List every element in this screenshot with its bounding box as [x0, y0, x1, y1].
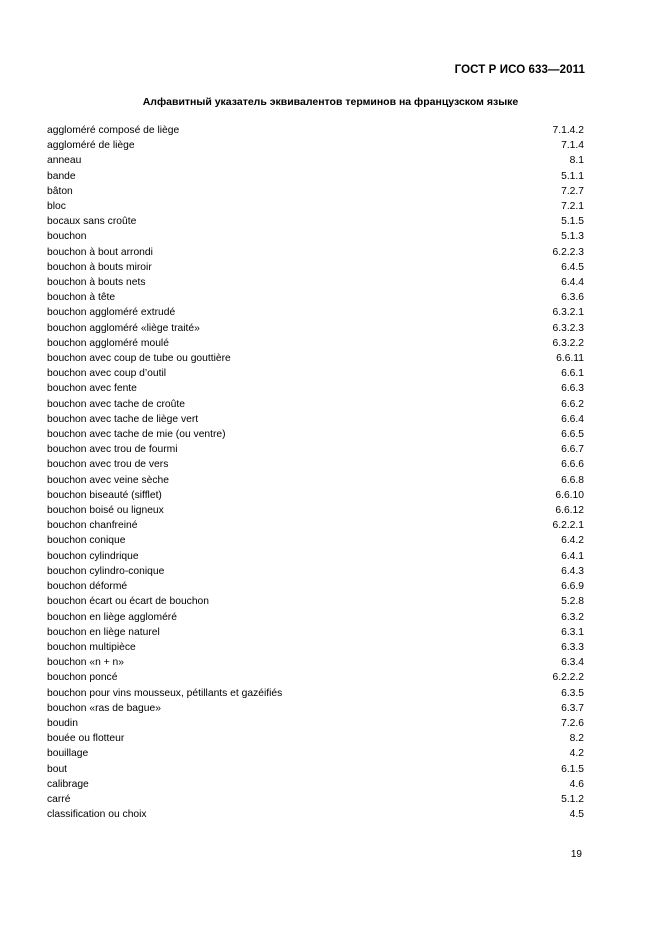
index-entry: [47, 655, 584, 670]
index-entry: [47, 305, 584, 320]
index-entry: [47, 762, 584, 777]
index-entry: [47, 366, 584, 381]
entry-term: bouchon écart ou écart de bouchon: [47, 596, 210, 608]
entry-ref: 6.3.7: [561, 702, 584, 714]
entry-ref: 6.4.1: [561, 550, 584, 562]
entry-ref: 5.1.3: [561, 231, 584, 243]
index-entry: [47, 610, 584, 625]
entry-ref: 6.3.1: [561, 626, 584, 638]
entry-term: bouchon aggloméré extrudé: [47, 307, 176, 319]
entry-term: bouchon avec tache de mie (ou ventre): [47, 429, 226, 441]
entry-term: bande: [47, 170, 76, 182]
entry-ref: 6.6.1: [561, 368, 584, 380]
entry-ref: 7.2.6: [561, 717, 584, 729]
entry-term: bloc: [47, 201, 66, 213]
entry-ref: 6.6.10: [555, 489, 584, 501]
index-entry: [47, 397, 584, 412]
entry-term: bouchon: [47, 231, 87, 243]
entry-term: bouchon déformé: [47, 581, 128, 593]
entry-term: bouchon avec fente: [47, 383, 137, 395]
index-entry: [47, 290, 584, 305]
index-entry: [47, 260, 584, 275]
index-entry: [47, 594, 584, 609]
entry-term: bouchon avec tache de liège vert: [47, 413, 199, 425]
entry-ref: 7.1.4.2: [552, 125, 584, 136]
index-entry: [47, 457, 584, 472]
index-entry: [47, 518, 584, 533]
entry-term: bouchon avec coup de tube ou gouttière: [47, 353, 231, 365]
entry-ref: 6.6.11: [556, 353, 584, 365]
index-title: Алфавитный указатель эквивалентов терминов на французском языке: [142, 96, 519, 108]
page-number: 19: [570, 849, 582, 860]
entry-ref: 7.2.1: [561, 201, 584, 213]
entry-ref: 4.2: [569, 748, 584, 760]
index-entry: [47, 579, 584, 594]
index-entry: [47, 123, 584, 138]
entry-term: carré: [47, 793, 71, 805]
index-entry: [47, 336, 584, 351]
index-entry: [47, 746, 584, 761]
entry-ref: 6.4.5: [561, 261, 584, 273]
entry-term: bouchon «ras de bague»: [47, 702, 161, 714]
entry-term: classification ou choix: [47, 809, 147, 821]
entry-term: bouchon aggloméré «liège traité»: [47, 322, 200, 334]
entry-term: bouée ou flotteur: [47, 733, 125, 745]
entry-ref: 6.4.2: [561, 535, 584, 547]
entry-term: bouchon en liège aggloméré: [47, 611, 177, 623]
entry-term: bâton: [47, 185, 73, 197]
index-entry: [47, 640, 584, 655]
index-entry: [47, 807, 584, 822]
entry-term: bouchon à tête: [47, 292, 116, 304]
entry-ref: 6.2.2.1: [552, 520, 584, 532]
entry-ref: 6.6.4: [561, 413, 584, 425]
entry-term: bouchon conique: [47, 535, 126, 547]
index-entry: [47, 442, 584, 457]
index-entry: [47, 686, 584, 701]
entry-ref: 6.3.3: [561, 641, 584, 653]
entry-ref: 6.3.5: [561, 687, 584, 699]
entry-ref: 6.3.2: [561, 611, 584, 623]
term-index: [47, 123, 584, 822]
entry-term: bouchon avec trou de fourmi: [47, 444, 178, 456]
entry-term: calibrage: [47, 778, 89, 790]
entry-term: bouchon boisé ou ligneux: [47, 505, 164, 517]
entry-term: bouchon multipièce: [47, 641, 136, 653]
index-entry: [47, 792, 584, 807]
entry-ref: 6.6.2: [561, 398, 584, 410]
index-entry: [47, 533, 584, 548]
entry-term: boudin: [47, 717, 78, 729]
entry-term: bouchon cylindrique: [47, 550, 139, 562]
index-entry: [47, 138, 584, 153]
index-entry: [47, 153, 584, 168]
index-entry: [47, 625, 584, 640]
entry-term: bouchon chanfreiné: [47, 520, 138, 532]
index-entry: [47, 427, 584, 442]
index-entry: [47, 473, 584, 488]
entry-ref: 5.1.1: [561, 170, 584, 182]
index-entry: [47, 503, 584, 518]
index-entry: [47, 777, 584, 792]
entry-ref: 6.6.5: [561, 429, 584, 441]
entry-ref: 5.1.2: [561, 793, 584, 805]
entry-term: aggloméré de liège: [47, 140, 135, 152]
entry-ref: 4.6: [569, 778, 584, 790]
entry-term: bouchon à bout arrondi: [47, 246, 153, 258]
entry-ref: 8.2: [569, 733, 584, 745]
entry-ref: 7.1.4: [561, 140, 584, 152]
entry-ref: 6.2.2.2: [552, 672, 584, 684]
entry-term: bouchon cylindro-conique: [47, 565, 165, 577]
entry-ref: 6.6.7: [561, 444, 584, 456]
entry-term: bouchon avec tache de croûte: [47, 398, 185, 410]
entry-ref: 5.2.8: [561, 596, 584, 608]
entry-ref: 8.1: [569, 155, 584, 167]
index-entry: [47, 549, 584, 564]
entry-ref: 6.6.9: [561, 581, 584, 593]
entry-term: bouchon biseauté (sifflet): [47, 489, 162, 501]
entry-ref: 6.3.2.2: [552, 337, 584, 349]
entry-ref: 6.6.3: [561, 383, 584, 395]
entry-term: aggloméré composé de liège: [47, 125, 180, 136]
entry-ref: 6.1.5: [561, 763, 584, 775]
entry-term: bouchon poncé: [47, 672, 118, 684]
entry-term: bouchon avec coup d’outil: [47, 368, 167, 380]
entry-ref: 6.4.3: [561, 565, 584, 577]
index-entry: [47, 245, 584, 260]
entry-term: bouchon à bouts nets: [47, 277, 146, 289]
entry-term: bouchon avec trou de vers: [47, 459, 169, 471]
index-entry: [47, 412, 584, 427]
index-entry: [47, 488, 584, 503]
entry-term: bouchon aggloméré moulé: [47, 337, 169, 349]
entry-ref: 6.3.2.3: [552, 322, 584, 334]
entry-ref: 6.3.4: [561, 657, 584, 669]
index-entry: [47, 716, 584, 731]
entry-term: bouchon «n + n»: [47, 657, 125, 669]
entry-term: bouchon à bouts miroir: [47, 261, 152, 273]
entry-ref: 6.6.12: [555, 505, 584, 517]
entry-term: anneau: [47, 155, 82, 167]
entry-ref: 5.1.5: [561, 216, 584, 228]
index-entry: [47, 670, 584, 685]
entry-ref: 6.4.4: [561, 277, 584, 289]
entry-ref: 4.5: [569, 809, 584, 821]
index-entry: [47, 381, 584, 396]
index-entry: [47, 731, 584, 746]
entry-ref: 6.3.2.1: [552, 307, 584, 319]
index-entry: [47, 214, 584, 229]
entry-term: bocaux sans croûte: [47, 216, 137, 228]
index-entry: [47, 229, 584, 244]
index-entry: [47, 275, 584, 290]
index-entry: [47, 321, 584, 336]
index-entry: [47, 199, 584, 214]
entry-term: bouchon pour vins mousseux, pétillants et gazéifiés: [47, 687, 283, 699]
entry-ref: 6.6.6: [561, 459, 584, 471]
document-header: ГОСТ Р ИСО 633—2011: [454, 64, 585, 76]
entry-term: bouchon avec veine sèche: [47, 474, 169, 486]
index-entry: [47, 701, 584, 716]
entry-ref: 6.6.8: [561, 474, 584, 486]
entry-ref: 7.2.7: [561, 185, 584, 197]
index-entry: [47, 169, 584, 184]
entry-term: bout: [47, 763, 68, 775]
entry-ref: 6.2.2.3: [552, 246, 584, 258]
index-entry: [47, 184, 584, 199]
index-entry: [47, 564, 584, 579]
entry-term: bouchon en liège naturel: [47, 626, 160, 638]
index-entry: [47, 351, 584, 366]
entry-term: bouillage: [47, 748, 89, 760]
entry-ref: 6.3.6: [561, 292, 584, 304]
